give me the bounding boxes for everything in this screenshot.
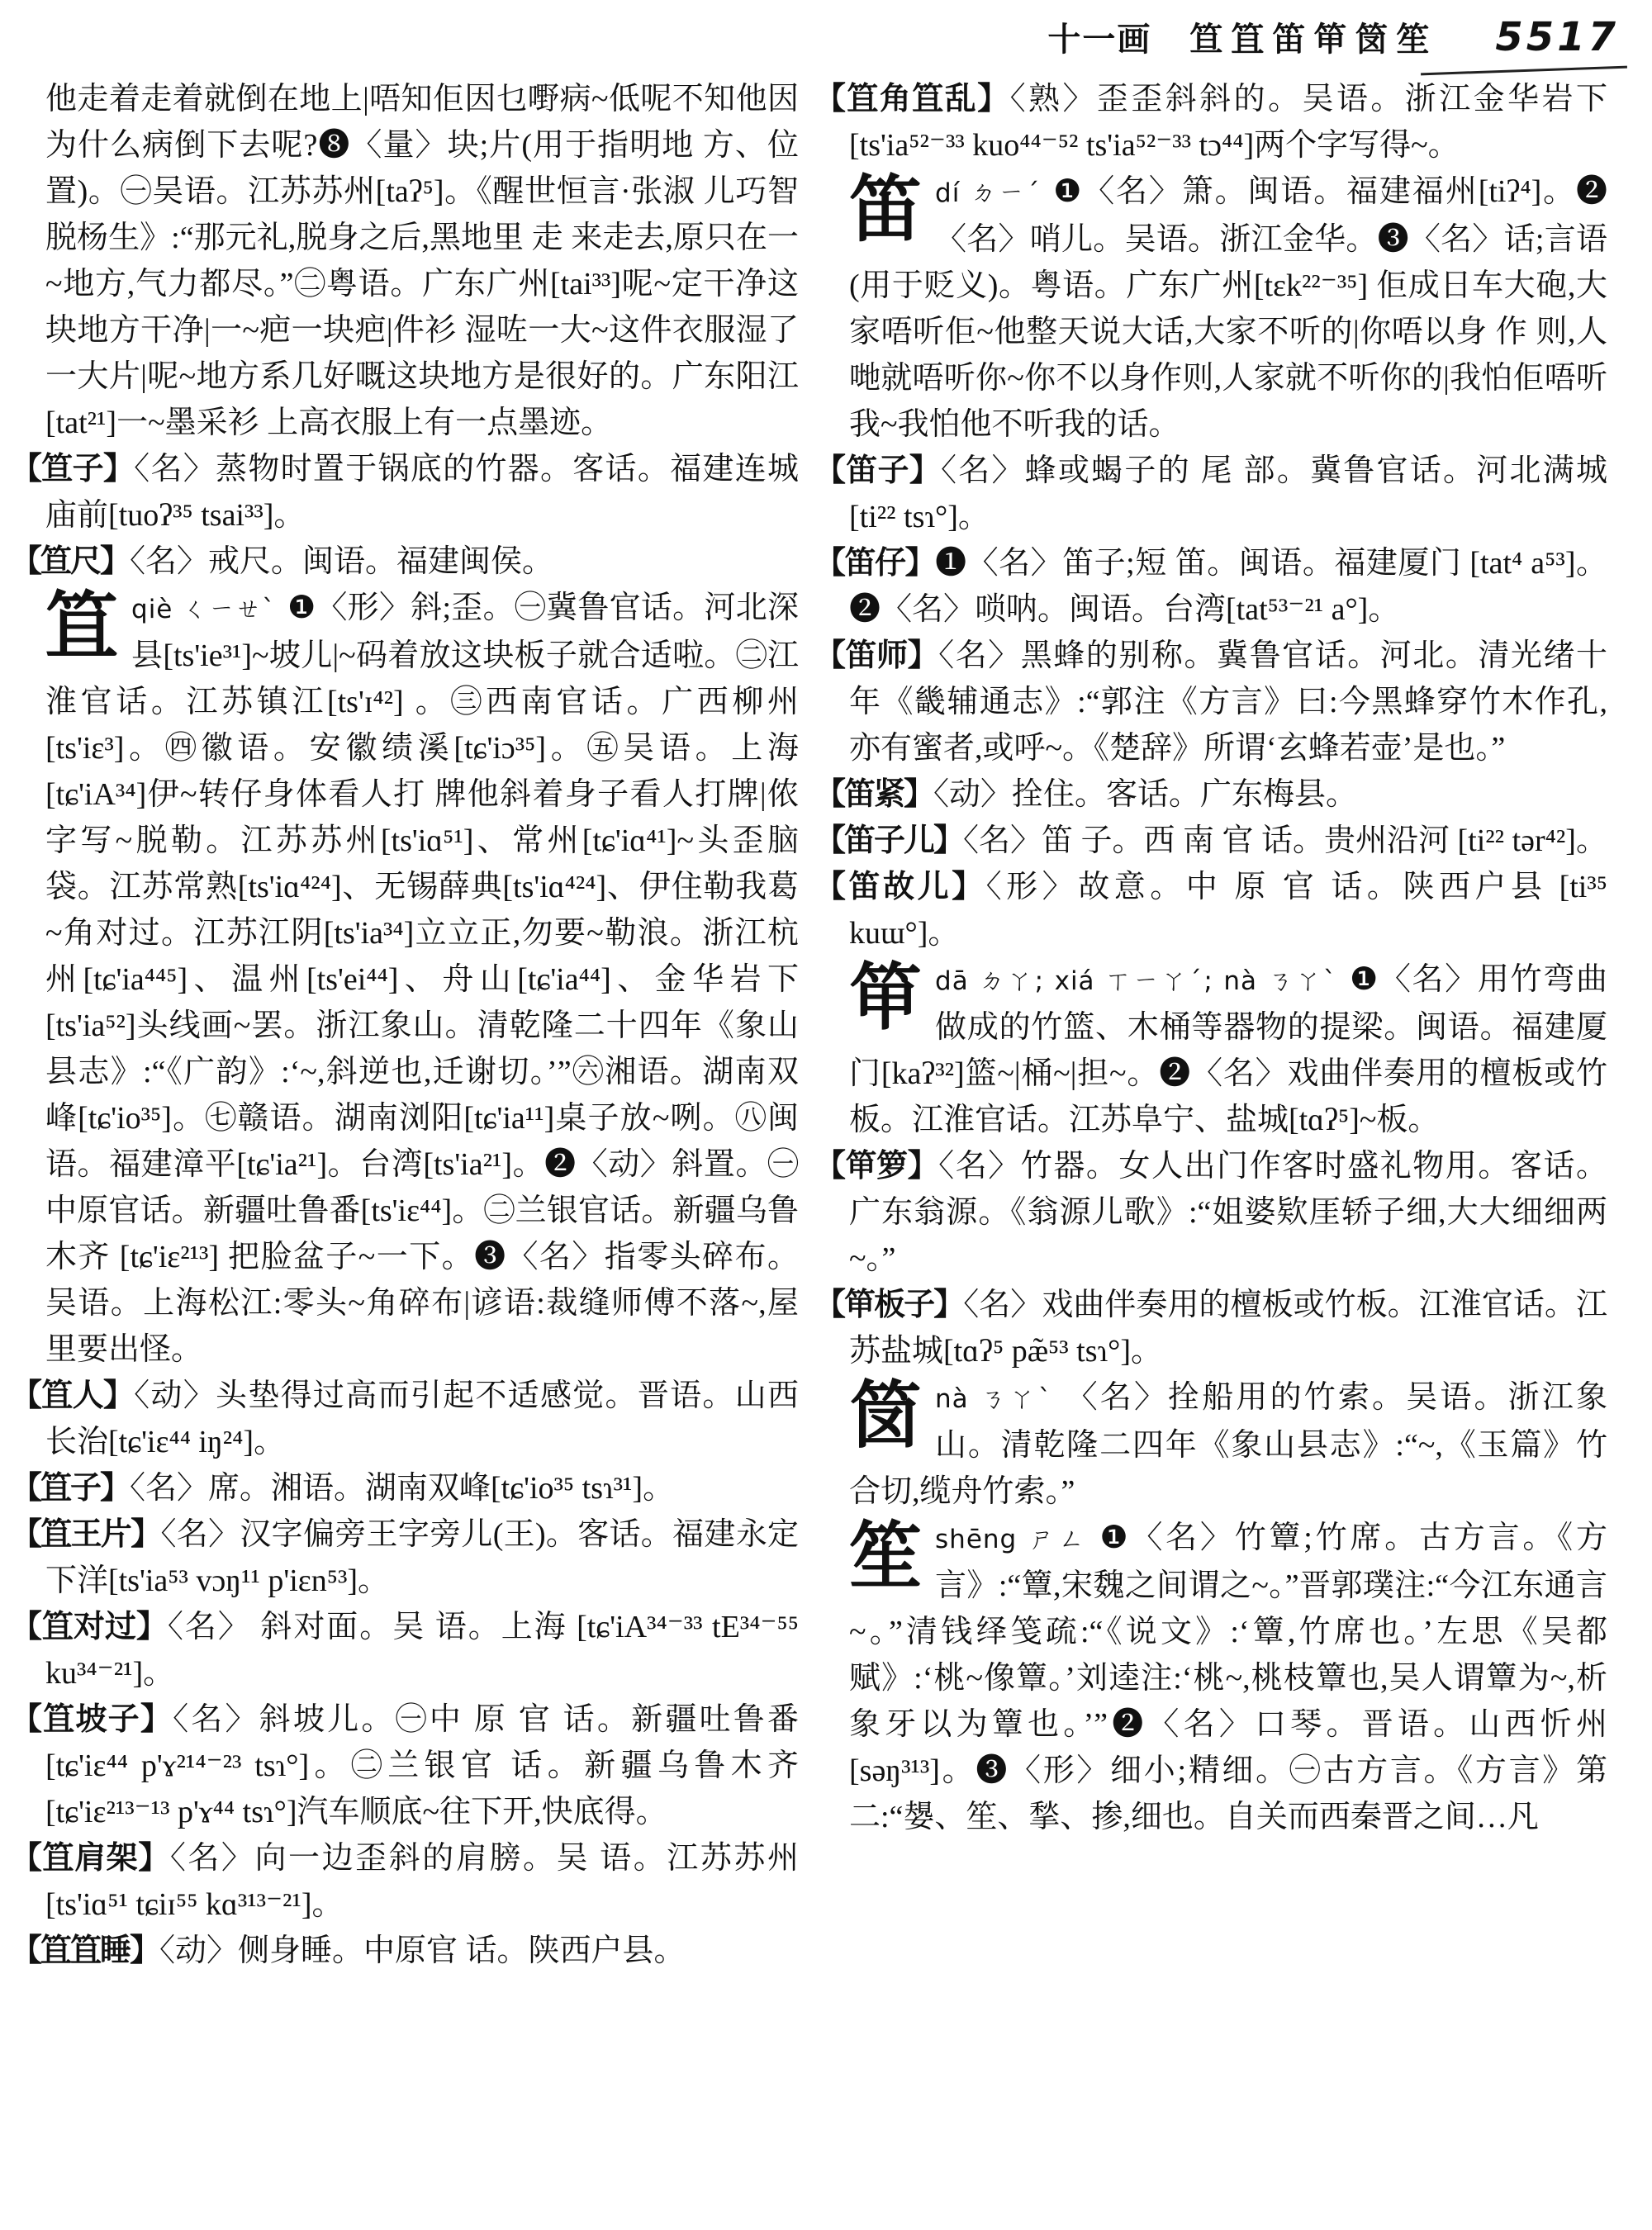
entry-headword: 【笛子】 [814,453,941,488]
dict-entry [11,1511,799,1604]
headword-entry [849,1374,1607,1515]
entry-headword: 【笛紧】 [814,777,934,812]
dict-entry [814,76,1607,168]
dict-entry [11,539,799,585]
headword-entry [849,168,1607,448]
dict-entry [814,633,1607,771]
dict-entry [11,1465,799,1511]
dict-entry [11,446,799,539]
entry-body: 〈名〉蒸物时置于锅底的竹器。客话。福建连城庙前[tuoʔ³⁵ tsai³³]。 [45,452,799,533]
right-column [814,76,1607,1840]
entry-body: 〈名〉拴船用的竹索。吴语。浙江象山。清乾隆二四年《象山县志》:“~,《玉篇》竹合切,缆舟竹索。” [849,1380,1607,1509]
headword-entry [45,585,799,1373]
dict-entry [814,864,1607,956]
entry-headword: 【笡坡子】 [11,1702,173,1737]
dict-entry [11,1604,799,1696]
dict-entry [814,818,1607,864]
continuation-paragraph: 他走着走着就倒在地上|唔知佢因乜嘢病~低呢不知他因为什么病倒下去呢?❽〈量〉块;片(用于指明地 方、位置)。㊀吴语。江苏苏州[taʔ⁵]。《醒世恒言·张淑 儿巧智脱杨生》:“那元礼,脱身之后,黑地里 走 来走去,原只在一~地方,气力都尽。”㊁粤语。广东广州[tai³³]呢~定干净这块地方干净|一~疤一块疤|件衫 湿咗一大~这件衣服湿了一大片|呢~地方系几好嘅这块地方是很好的。广东阳江[tat²¹]一~墨采衫 上高衣服上有一点墨迹。 [45,82,799,440]
entry-body: 〈名〉戒尺。闽语。福建闽侯。 [130,544,554,579]
headword-character: 笛 [849,171,923,251]
headword-pronunciation: qiè ㄑㄧㄝˋ [131,595,277,624]
entry-body: 〈熟〉歪歪斜斜的。吴语。浙江金华岩下[ts'ia⁵²⁻³³ kuo⁴⁴⁻⁵² ts'ia⁵²⁻³³ tɔ⁴⁴]两个字写得~。 [849,82,1607,163]
entry-headword: 【笡王片】 [11,1517,161,1552]
entry-headword: 【笡肩架】 [11,1841,170,1876]
entry-headword: 【笪子】 [11,452,135,486]
stroke-count-section: 十一画 [1047,21,1152,58]
headword-pronunciation: dā ㄉㄚ; xiá ㄒㄧㄚˊ; nà ㄋㄚˋ [935,966,1339,996]
entry-body: 〈名〉戏曲伴奏用的檀板或竹板。江淮官话。江苏盐城[tɑʔ⁵ pæ̃⁵³ tsɿ°]。 [849,1288,1607,1369]
entry-headword: 【笡子】 [11,1471,131,1506]
entry-body: 〈名〉竹器。女人出门作客时盛礼物用。客话。广东翁源。《翁源儿歌》:“姐婆欵厓轿子细,大大细细两~。” [849,1149,1607,1276]
entry-body: ❶〈名〉笛子;短 笛。闽语。福建厦门 [tat⁴ a⁵³]。❷〈名〉唢呐。闽语。台湾[tat⁵³⁻²¹ a°]。 [849,546,1607,627]
dict-entry [814,448,1607,540]
dict-entry [814,771,1607,818]
entry-body: 〈名〉黑蜂的别称。冀鲁官话。河北。清光绪十年《畿辅通志》:“郭注《方言》曰:今黑蜂穿竹木作孔,亦有蜜者,或呼~。《楚辞》所谓‘玄蜂若壶’是也。” [849,638,1607,766]
entry-headword: 【笚板子】 [814,1288,964,1322]
entry-body: 〈名〉笛 子。西 南 官 话。贵州沿河 [ti²² tər⁴²]。 [963,823,1607,858]
entry-headword: 【笛子儿】 [814,823,964,858]
page-number: 5517 [1495,14,1619,60]
header-rule [1421,66,1627,76]
entry-headword: 【笚箩】 [814,1149,939,1184]
dict-entry [11,1696,799,1835]
left-column [11,76,799,1974]
headword-character: 笚 [849,959,923,1039]
entry-body: ❶〈名〉用竹弯曲做成的竹篮、木桶等器物的提梁。闽语。福建厦门[kaʔ³²]篮~|桶~|担~。❷〈名〉戏曲伴奏用的檀板或竹板。江淮官话。江苏阜宁、盐城[tɑʔ⁵]~板。 [849,962,1607,1137]
dict-entry [11,1373,799,1465]
headword-character: 笙 [849,1517,923,1597]
dict-entry [814,1143,1607,1282]
entry-headword: 【笡角笡乱】 [814,82,1010,116]
entry-body: ❶〈形〉斜;歪。㊀冀鲁官话。河北深县[ts'ie³¹]~坡儿|~码着放这块板子就合适啦。㊁江淮官话。江苏镇江[ts'ɪ⁴²] 。㊂西南官话。广西柳州[ts'iɛ³]。㊃徽语。安徽绩溪[tɕ'iɔ³⁵]。㊄吴语。上海[tɕ'iA³⁴]伊~转仔身体看人打 牌他斜着身子看人打牌|侬字写~脱勒。江苏苏州[ts'iɑ⁵¹]、常州[tɕ'iɑ⁴¹]~头歪脑袋。江苏常熟[ts'iɑ⁴²⁴]、无锡薛典[ts'iɑ⁴²⁴]、伊住勒我葛~角对过。江苏江阴[ts'ia³⁴]立立正,勿要~勒浪。浙江杭州[tɕ'ia⁴⁴⁵]、温州[ts'ei⁴⁴]、舟山[tɕ'ia⁴⁴]、金华岩下[ts'ia⁵²]头线画~罢。浙江象山。清乾隆二十四年《象山县志》:“《广韵》:‘~,斜逆也,迁谢切。’”㊅湘语。湖南双峰[tɕ'io³⁵]。㊆赣语。湖南浏阳[tɕ'ia¹¹]桌子放~咧。㊇闽语。福建漳平[tɕ'ia²¹]。台湾[ts'ia²¹]。❷〈动〉斜置。㊀中原官话。新疆吐鲁番[ts'iɛ⁴⁴]。㊁兰银官话。新疆乌鲁木齐 [tɕ'iɛ²¹³] 把脸盆子~一下。❸〈名〉指零头碎布。吴语。上海松江:零头~角碎布|谚语:裁缝师傅不落~,屋里要出怪。 [45,591,799,1367]
entry-headword: 【笛仔】 [814,546,936,581]
running-head [0,13,1619,60]
dict-entry [11,1835,799,1928]
dict-entry [814,1282,1607,1374]
dict-entry [814,540,1607,633]
entry-body: 〈名〉汉字偏旁王字旁儿(王)。客话。福建永定下洋[ts'ia⁵³ vɔŋ¹¹ p'iɛn⁵³]。 [45,1517,799,1598]
entry-body: 〈形〉故意。中 原 官 话。陕西户县 [ti³⁵ kuɯ°]。 [849,870,1607,951]
entry-body: 〈名〉斜坡儿。㊀中 原 官 话。新疆吐鲁番[tɕ'iɛ⁴⁴ p'ɤ²¹⁴⁻²³ tsɿ°]。㊁兰银官 话。新疆乌鲁木齐[tɕ'iɛ²¹³⁻¹³ p'ɤ⁴⁴ tsɿ°]汽车顺底~往下开,快底得。 [45,1702,799,1829]
entry-body: ❶〈名〉竹簟;竹席。古方言。《方言》:“簟,宋魏之间谓之~。”晋郭璞注:“今江东通言~。”清钱绎笺疏:“《说文》:‘簟,竹席也。’左思《吴都赋》:‘桃~像簟。’刘逵注:‘桃~,桃枝簟也,吴人谓簟为~,析象牙以为簟也。’”❷〈名〉口琴。晋语。山西忻州[səŋ³¹³]。❸〈形〉细小;精细。㊀古方言。《方言》第二:“嫢、笙、揫、掺,细也。自关而西秦晋之间…凡 [849,1521,1607,1834]
entry-body: 〈名〉 斜对面。吴 语。上海 [tɕ'iA³⁴⁻³³ tE³⁴⁻⁵⁵ ku³⁴⁻²¹]。 [45,1610,799,1691]
headword-pronunciation: shēng ㄕㄥ [935,1525,1089,1554]
headword-entry [849,1515,1607,1840]
headword-pronunciation: nà ㄋㄚˋ [935,1384,1055,1414]
entry-headword: 【笡对过】 [11,1610,168,1644]
entry-headword: 【笡人】 [11,1378,135,1413]
entry-headword: 【笛故儿】 [814,870,986,904]
headword-pronunciation: dí ㄉㄧˊ [935,178,1042,208]
entry-body: 〈动〉头垫得过高而引起不适感觉。晋语。山西长治[tɕ'iɛ⁴⁴ iŋ²⁴]。 [45,1378,799,1459]
entry-headword: 【笡笡睡】 [11,1933,160,1968]
headword-characters: 笪笡笛笚笝笙 [1189,21,1438,58]
entry-body: 〈动〉侧身睡。中原官 话。陕西户县。 [159,1933,686,1968]
entry-body: 〈名〉向一边歪斜的肩膀。吴 语。江苏苏州[ts'iɑ⁵¹ tɕiɪ⁵⁵ kɑ³¹³⁻²¹]。 [45,1841,799,1922]
entry-headword: 【笪尺】 [11,544,131,579]
headword-character: 笡 [45,587,119,667]
entry-body: 〈名〉蜂或蝎子的 尾 部。冀鲁官话。河北满城[ti²² tsɿ°]。 [849,453,1607,534]
entry-body: 〈动〉拴住。客话。广东梅县。 [933,777,1358,812]
dict-entry [11,1928,799,1974]
headword-character: 笝 [849,1377,923,1457]
entry-body: 〈名〉席。湘语。湖南双峰[tɕ'io³⁵ tsɿ³¹]。 [130,1471,675,1506]
entry-headword: 【笛师】 [814,638,939,673]
headword-entry [849,956,1607,1143]
entry-body: ❶〈名〉箫。闽语。福建福州[tiʔ⁴]。❷〈名〉哨儿。吴语。浙江金华。❸〈名〉话;言语(用于贬义)。粤语。广东广州[tɛk²²⁻³⁵] 佢成日车大砲,大家唔听佢~他整天说大话,大家不听的|你唔以身 作 则,人哋就唔听你~你不以身作则,人家就不听你的|我怕佢唔听我~我怕他不听我的话。 [849,174,1607,442]
